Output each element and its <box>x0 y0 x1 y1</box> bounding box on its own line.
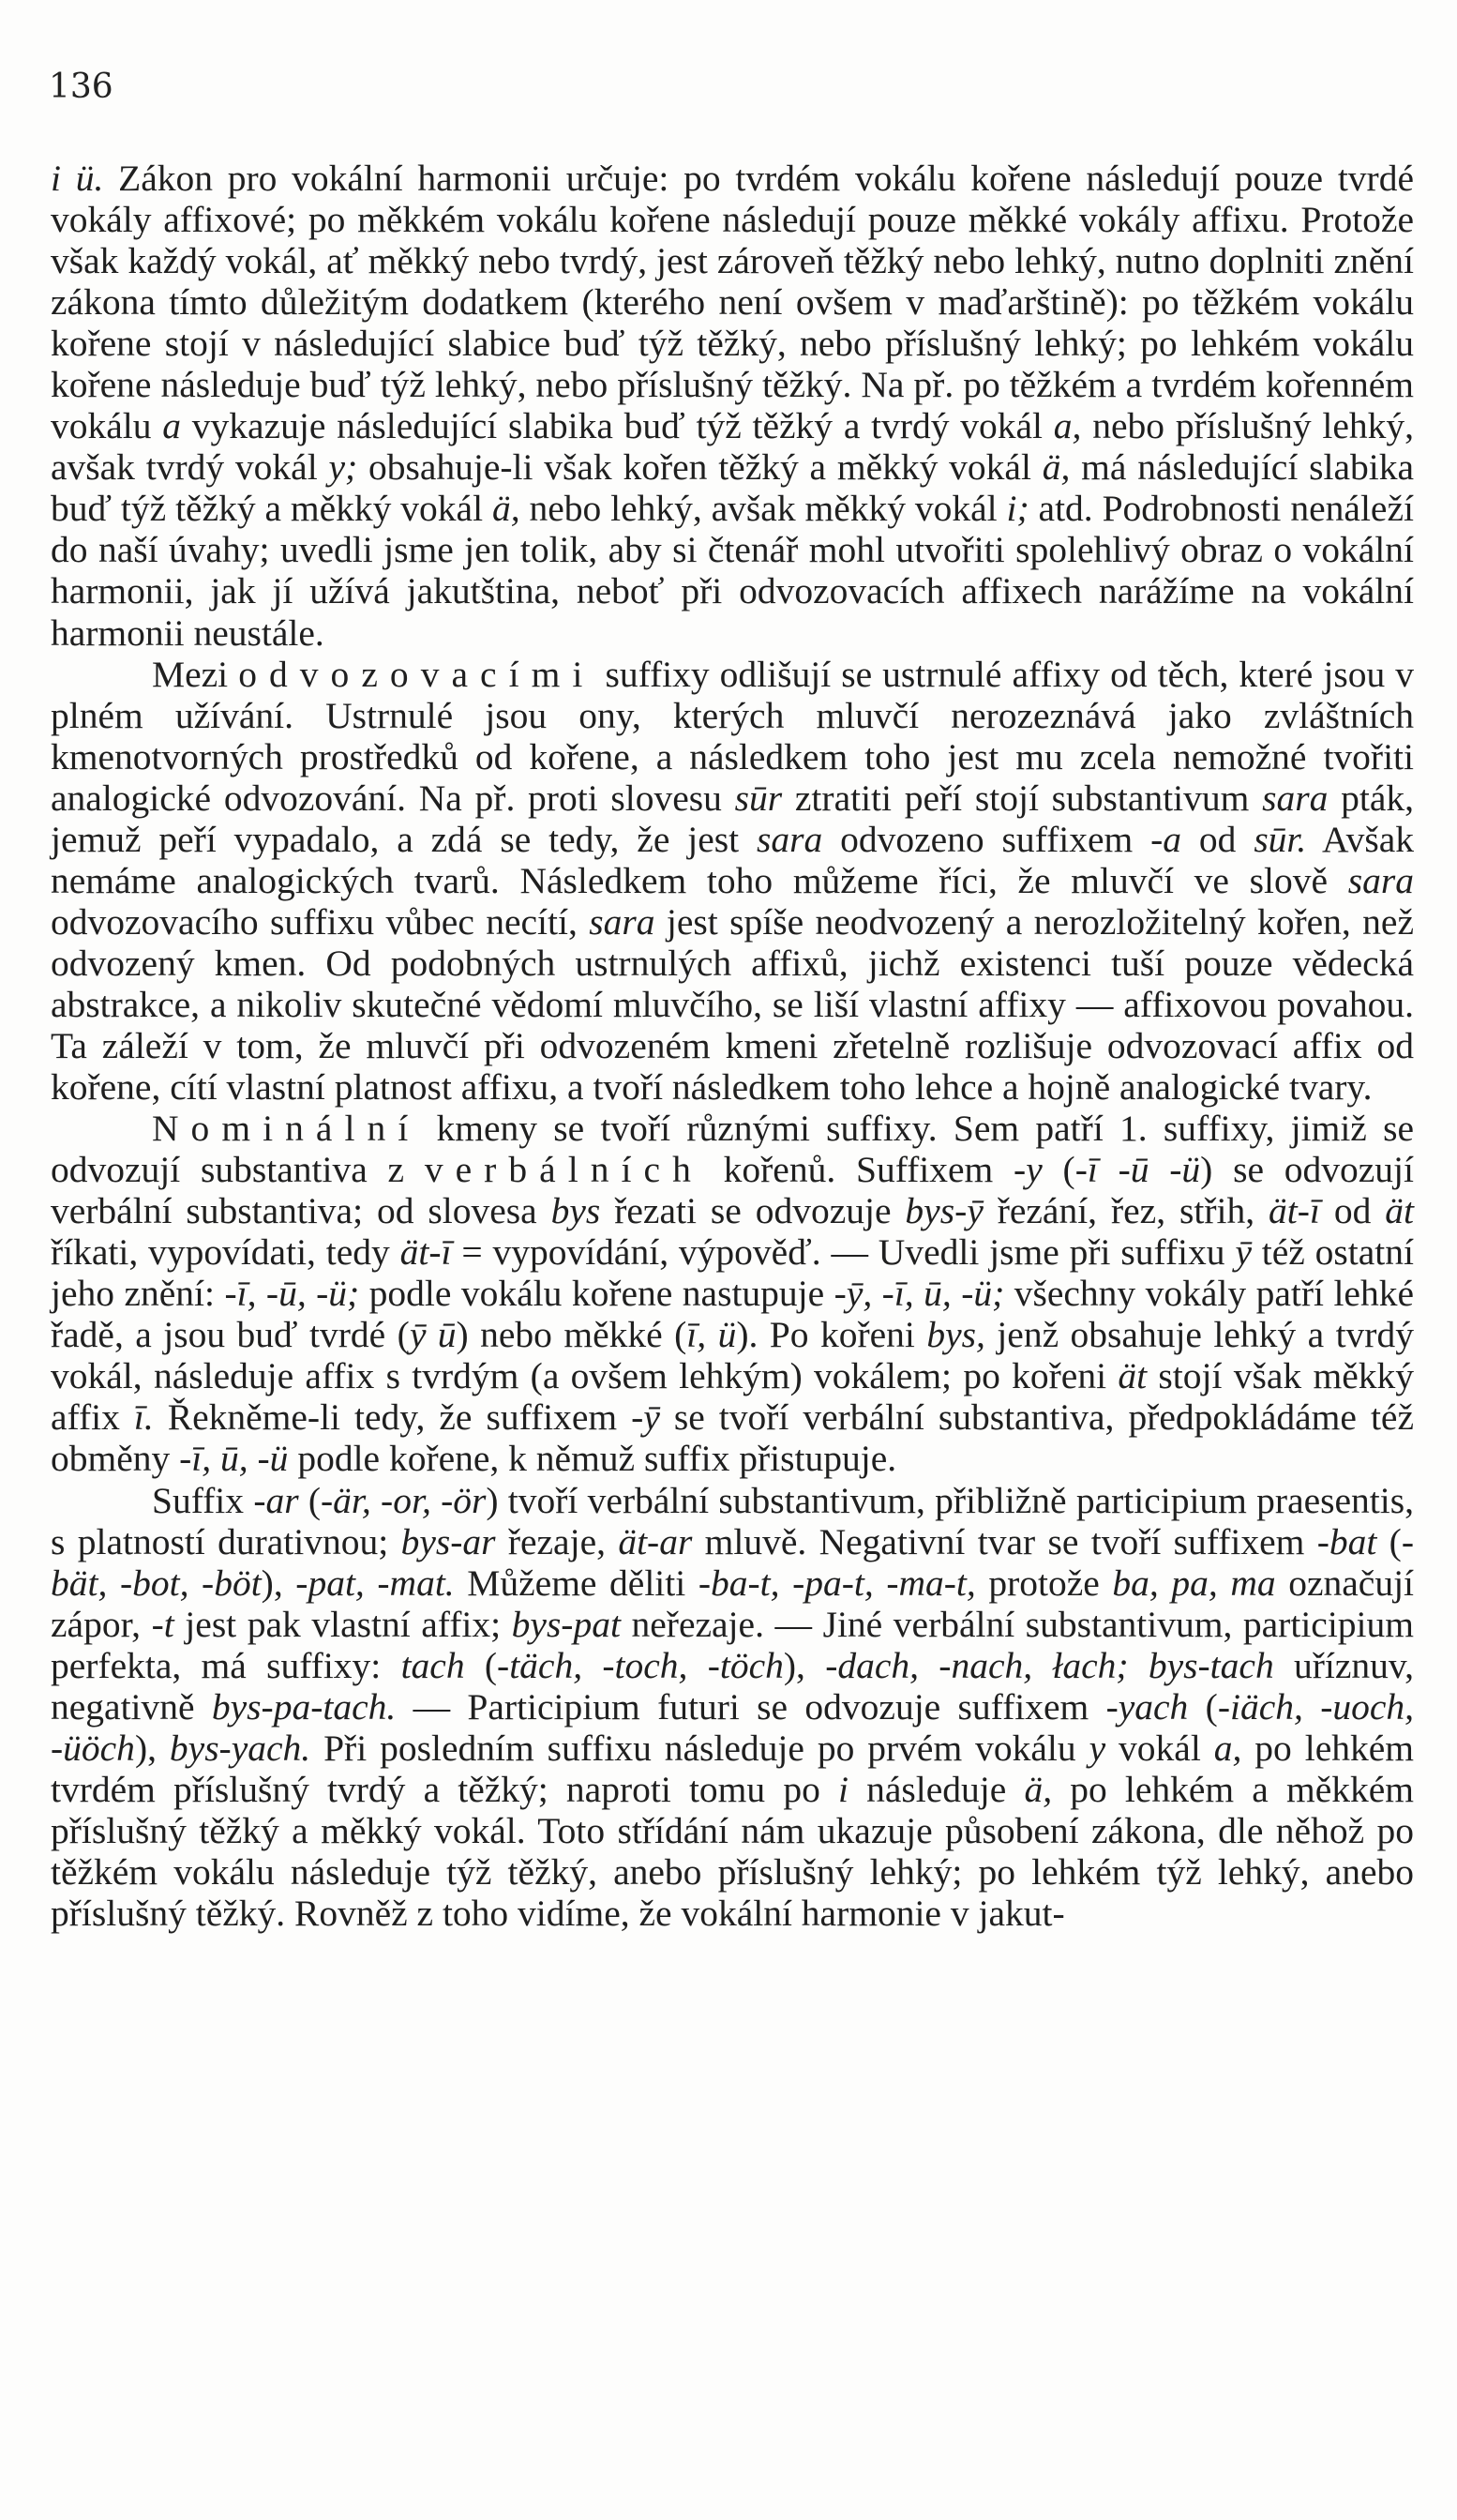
text-run: uříznuv, negativně <box>51 1644 1414 1728</box>
text-run: — Participium futuri se odvozuje suffixem <box>396 1685 1106 1728</box>
italic-term: a, <box>1213 1727 1242 1769</box>
text-run: odvozeno suffixem <box>822 818 1151 860</box>
italic-term: -ī, -ū, -ü; <box>224 1273 360 1315</box>
italic-term: -ar <box>253 1479 299 1521</box>
text-run: Suffix <box>152 1479 254 1521</box>
text-run: podle vokálu kořene nastupuje <box>359 1273 834 1315</box>
text-run: ), <box>783 1644 826 1686</box>
text-run: Zákon pro vokální harmonii určuje: po tvrdém vokálu kořene následují pouze tvrdé vokály affixové; po měkkém vokálu kořene následují pouze měkké vokály affixu. Protože však každý vokál, ať měkký nebo tvrdý, jest zároveň těžký nebo lehký, nutno doplniti znění zákona tímto důležitým dodatkem (kterého není ovšem v maďarštině): po těžkém vokálu kořene stojí v následující slabice buď týž těžký, nebo příslušný lehký; po lehkém vokálu kořene následuje buď týž lehký, nebo příslušný těžký. Na př. po těžkém a tvrdém kořenném vokálu <box>51 158 1414 447</box>
italic-term: sara <box>1347 859 1414 901</box>
italic-term: bys-ar <box>400 1520 496 1562</box>
spaced-emphasis: odvozovacími <box>238 653 595 695</box>
italic-term: -dach, -nach, łach; bys-tach <box>825 1644 1274 1686</box>
italic-term: -yach <box>1105 1685 1189 1728</box>
italic-term: ȳ ū <box>409 1314 457 1356</box>
italic-term: -ī -ū -ü <box>1074 1149 1201 1191</box>
text-run: po lehkém tvrdém příslušný tvrdý a těžký; naproti tomu po <box>51 1727 1415 1810</box>
text-run: podle kořene, k němuž suffix přistupuje. <box>288 1438 897 1480</box>
italic-term: sūr. <box>1254 818 1307 860</box>
italic-term: ī, ü <box>686 1314 737 1356</box>
italic-term: ät-ī <box>399 1231 452 1274</box>
italic-term: -pat, -mat. <box>295 1562 455 1604</box>
spaced-emphasis: verbálních <box>424 1149 703 1191</box>
text-run: neřezaje. — Jiné verbální substantivum, participium perfekta, má suffixy: <box>51 1603 1414 1686</box>
text-run: protože <box>975 1562 1113 1604</box>
text-run: ) nebo měkké ( <box>456 1314 687 1356</box>
text-run: řezaje, <box>495 1520 619 1562</box>
spaced-emphasis: Nominální <box>152 1108 421 1150</box>
text-run: jenž obsahuje lehký a tvrdý vokál, následuje affix s tvrdým (a ovšem lehkým) vokálem; po kořeni <box>51 1314 1414 1397</box>
text-run: kmeny se tvoří různými suffixy. Sem patří 1. suffixy, jimiž se odvozují substantiva z <box>51 1108 1414 1191</box>
italic-term: -ba-t, -pa-t, -ma-t, <box>698 1562 976 1604</box>
paragraph-derivational-suffixes <box>51 654 1414 1109</box>
italic-term: bys-pat <box>511 1603 621 1645</box>
italic-term: a <box>162 405 182 447</box>
page-number: 136 <box>49 68 113 106</box>
text-run: též ostatní jeho znění: <box>51 1231 1414 1315</box>
italic-term: ät-ī <box>1269 1190 1320 1232</box>
text-run: po lehkém a měkkém příslušný těžký a měkký vokál. Toto střídání nám ukazuje působení zákona, dle něhož po těžkém vokálu následuje týž těžký, anebo příslušný lehký; po lehkém týž lehký, anebo příslušný těžký. Rovněž z toho vidíme, že vokální harmonie v jakut- <box>51 1768 1415 1934</box>
italic-term: ī. <box>133 1396 154 1439</box>
text-run: označují zápor, <box>51 1562 1415 1645</box>
italic-term: sūr <box>734 777 783 819</box>
italic-term: bys, <box>926 1314 985 1356</box>
italic-term: ä, <box>1042 446 1071 489</box>
text-run: stojí však měkký affix <box>51 1355 1414 1439</box>
text-run: Řekněme-li tedy, že suffixem <box>153 1396 632 1439</box>
text-run: Při posledním suffixu následuje po prvém vokálu <box>310 1727 1089 1769</box>
text-run: ), <box>261 1562 296 1604</box>
text-run: atd. Podrobnosti nenáleží do naší úvahy; uvedli jsme jen tolik, aby si čtenář mohl utvořiti spolehlivý obraz o vokální harmonii, jak jí užívá jakutština, neboť při odvozovacích affixech narážíme na vokální harmonii neustále. <box>51 488 1414 654</box>
italic-term: i <box>837 1768 849 1810</box>
italic-term: sara <box>756 818 823 860</box>
italic-term: bys <box>550 1190 601 1232</box>
text-run: nebo příslušný lehký, avšak tvrdý vokál <box>51 405 1414 489</box>
text-run: se tvoří verbální substantiva, předpokládáme též obměny <box>51 1396 1414 1480</box>
italic-term: tach <box>400 1644 465 1686</box>
paragraph-nominal-stems <box>51 1108 1414 1479</box>
text-run: nebo lehký, avšak měkký vokál <box>519 488 1007 530</box>
italic-term: ä, <box>491 488 520 530</box>
body-text <box>51 158 1414 1934</box>
text-run: ( <box>464 1644 498 1686</box>
italic-term: -bät, -bot, -böt <box>51 1520 1414 1604</box>
text-run: pták, jemuž peří vypadalo, a zdá se tedy, že jest <box>51 777 1414 860</box>
text-run: odvozovacího suffixu vůbec necítí, <box>51 900 590 943</box>
text-run: ) se odvozují verbální substantiva; od slovesa <box>51 1149 1415 1232</box>
italic-term: i; <box>1006 488 1029 530</box>
italic-term: ȳ <box>1235 1231 1252 1274</box>
text-run: obsahuje-li však kořen těžký a měkký vokál <box>357 446 1043 489</box>
italic-term: -bat <box>1316 1520 1377 1562</box>
text-run: kořenů. Suffixem - <box>702 1149 1027 1191</box>
italic-term: sara <box>589 900 655 943</box>
text-run: má následující slabika buď týž těžký a měkký vokál <box>51 446 1414 530</box>
text-run: jest pak vlastní affix; <box>173 1603 512 1645</box>
text-run: ( <box>1042 1149 1075 1191</box>
italic-term: i ü. <box>51 158 104 199</box>
italic-term: ät <box>1385 1190 1415 1232</box>
text-run: ( <box>1188 1685 1218 1728</box>
text-run: ( <box>298 1479 322 1521</box>
italic-term: sara <box>1262 777 1329 819</box>
italic-term: -a <box>1150 818 1182 860</box>
text-run: Mezi <box>152 653 239 695</box>
italic-term: y; <box>328 446 358 489</box>
italic-term: -t <box>151 1603 174 1645</box>
italic-term: -ī, ū, -ü <box>179 1438 289 1480</box>
text-run: řezati se odvozuje <box>600 1190 906 1232</box>
italic-term: bys-pa-tach. <box>211 1685 397 1728</box>
italic-term: ät <box>1118 1355 1148 1397</box>
text-run: od <box>1319 1190 1386 1232</box>
text-run: = vypovídání, výpověď. — Uvedli jsme při suffixu <box>451 1231 1236 1274</box>
paragraph-vowel-harmony-law <box>51 158 1414 654</box>
text-run: suffixy odlišují se ustrnulé affixy od těch, které jsou v plném užívání. Ustrnulé jsou ony, kterých mluvčí nerozeznává jako zvláštních kmenotvorných prostředků od kořene, a následkem toho jest mu zcela nemožné tvořiti analogické odvozování. Na př. proti slovesu <box>51 653 1414 819</box>
italic-term: -ȳ <box>631 1396 660 1439</box>
italic-term: bys-ȳ <box>905 1190 984 1232</box>
text-run: Avšak nemáme analogických tvarů. Následkem toho můžeme říci, že mluvčí ve slově <box>51 818 1415 901</box>
italic-term: ä, <box>1024 1768 1053 1810</box>
text-run: Můžeme děliti <box>454 1562 698 1604</box>
italic-term: y <box>1089 1727 1106 1769</box>
text-run: vykazuje následující slabika buď týž těžký a tvrdý vokál <box>181 405 1054 447</box>
italic-term: ät-ar <box>618 1520 693 1562</box>
text-run: ( <box>1376 1520 1402 1562</box>
text-run: vokál <box>1105 1727 1214 1769</box>
text-run: následuje <box>848 1768 1025 1810</box>
italic-term: ba, pa, ma <box>1112 1562 1276 1604</box>
text-run: jest spíše neodvozený a nerozložitelný kořen, než odvozený kmen. Od podobných ustrnulých affixů, jichž existenci tuší pouze vědecká abstrakce, a nikoliv skutečné vědomí mluvčího, se liší vlastní affixy — affixovou povahou. Ta záleží v tom, že mluvčí při odvozeném kmeni zřetelně rozlišuje odvozovací affix od kořene, cítí vlastní platnost affixu, a tvoří následkem toho lehce a hojně analogické tvary. <box>51 900 1414 1109</box>
text-run: ), <box>134 1727 170 1769</box>
text-run: od <box>1181 818 1254 860</box>
italic-term: -är, -or, -ör <box>321 1479 487 1521</box>
italic-term: -ȳ, -ī, ū, -ü; <box>834 1273 1005 1315</box>
italic-term: -täch, -toch, -töch <box>497 1644 784 1686</box>
italic-term: y <box>1026 1149 1043 1191</box>
text-run: ). Po kořeni <box>736 1314 927 1356</box>
text-run: ) tvoří verbální substantivum, přibližně participium praesentis, s platností durativnou; <box>51 1479 1414 1562</box>
text-run: řezání, řez, střih, <box>983 1190 1269 1232</box>
italic-term: bys-yach. <box>169 1727 311 1769</box>
paragraph-verbal-participles <box>51 1480 1414 1935</box>
text-run: všechny vokály patří lehké řadě, a jsou buď tvrdé ( <box>51 1273 1414 1356</box>
text-run: mluvě. Negativní tvar se tvoří suffixem <box>692 1520 1317 1562</box>
text-run: ztratiti peří stojí substantivum <box>782 777 1263 819</box>
italic-term: -iäch, -uoch, -üöch <box>51 1685 1415 1769</box>
text-run: říkati, vypovídati, tedy <box>51 1231 400 1274</box>
italic-term: a, <box>1053 405 1082 447</box>
